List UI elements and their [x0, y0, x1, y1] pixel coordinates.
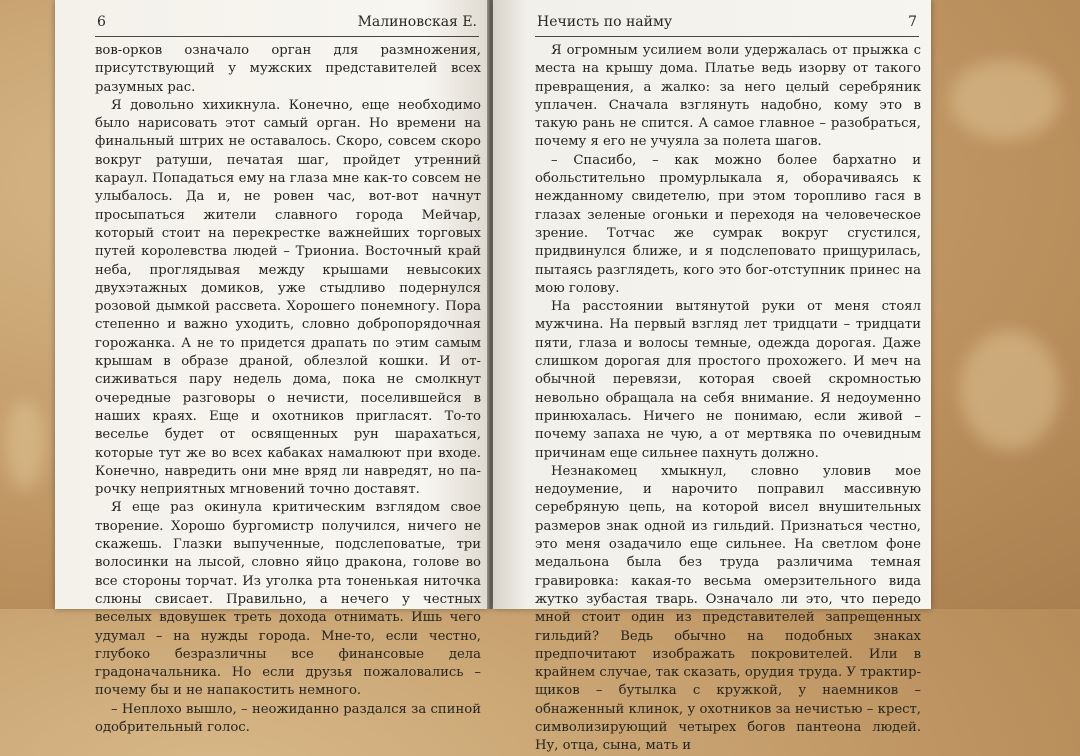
left-page-header: [95, 14, 479, 37]
left-running-head: Малиновская Е.: [357, 14, 477, 30]
right-page: [493, 0, 931, 754]
paragraph: Я довольно хихикнула. Конечно, еще необходимо было нарисовать этот самый орган. Но времени на финальный штрих не оставалось. Скоро, совсем скоро вокруг ратуши, печатая шаг, пройдет утренний караул. Попадаться ему на глаза мне как-то совсем не улыбалось. Да и, не ровен час, вот-вот начнут просыпаться жители славного города Мейчар, который стоит на перекрестке важнейших торговых путей королевства людей – Триониа. Восточный край неба, проглядывая между крышами невысоких двухэтажных домиков, уже стыдливо подернулся розовой дымкой рассвета. Хорошего понемногу. Пора степенно и важно уходить, словно добропорядочная горожанка. А не то придется драпать по этим самым крышам в образе драной, облезлой кошки. И отсиживаться пару недель дома, пока не смолкнут очередные разговоры о нечисти, поселившейся в наших краях. Еще и охотников пригласят. То-то веселье будет от освященных рун шарахаться, которые тут же во всех кабаках намалюют при входе. Конечно, навредить они мне вряд ли навредят, но парочку неприятных мгновений точно доставят.: [95, 97, 481, 498]
paragraph: – Спасибо, – как можно более бархатно и обольстительно промурлыкала я, оборачиваясь к нежданному свидетелю, при этом торопливо гася в глазах зеленые огоньки и переходя на человеческое зрение. Тотчас же сумрак вокруг сгустился, придвинулся ближе, и я подслеповато прищурилась, пытаясь разглядеть, кого это бог-отступник принес на мою голову.: [535, 152, 921, 296]
paragraph: – Неплохо вышло, – неожиданно раздался за спиной одобрительный голос.: [95, 701, 481, 735]
right-page-body: [535, 42, 921, 756]
paragraph: вов-орков означало орган для размножения, присутствующий у мужских представителей всех разумных рас.: [95, 43, 481, 95]
paragraph: Я огромным усилием воли удержалась от прыжка с места на крышу дома. Платье ведь изорву от такого превращения, а жалко: за него целый серебряник уплачен. Сначала взглянуть надобно, кому это в такую рань не спится. А самое главное – разобраться, почему я его не учуяла за полета шагов.: [535, 43, 921, 150]
right-running-head: Нечисть по найму: [537, 14, 673, 30]
right-page-header: [535, 14, 919, 37]
left-page-number: 6: [97, 14, 106, 30]
right-page-number: 7: [908, 14, 917, 30]
left-page-body: [95, 42, 481, 737]
left-page: [55, 0, 489, 735]
paragraph: Я еще раз окинула критическим взглядом свое творение. Хорошо бургомистр получился, ничего не скажешь. Глазки выпученные, подслеповатые, три волосинки на лысой, словно яйцо дракона, голове во все стороны торчат. Из уголка рта тоненькая ниточка слюны свисает. Правильно, а нечего у честных веселых вдовушек треть дохода отнимать. Ишь чего удумал – на нужды города. Мне-то, если честно, глубоко безразличны все финансовые дела градоначальника. Но если друзья пожаловались – почему бы и не напакостить немного.: [95, 500, 481, 699]
paragraph: Незнакомец хмыкнул, словно уловив мое недоумение, и нарочито поправил массивную серебряную цепь, на которой висел внушительных размеров знак одной из гильдий. Признаться честно, это меня озадачило еще сильнее. На светлом фоне медальона была без труда различима темная гравировка: какая-то весьма омерзительного вида жутко зубастая тварь. Означало ли это, что передо мной стоит один из представителей запрещенных гильдий? Ведь обычно на подобных знаках предпочитают изображать покровителей. Или в крайнем случае, так сказать, орудия труда. У трактирщиков – бутылка с кружкой, у наемников – обнаженный клинок, у охотников за нечистью – крест, символизирующий четырех богов пантеона людей. Ну, отца, сына, мать и: [535, 463, 921, 754]
paragraph: На расстоянии вытянутой руки от меня стоял мужчина. На первый взгляд лет тридцати – тридцати пяти, глаза и волосы темные, одежда дорогая. Даже слишком дорогая для простого прохожего. И меч на обычной перевязи, которая своей скромностью невольно обращала на себя внимание. Я недоуменно принюхалась. Ничего не понимаю, если живой – почему запаха не чую, а от мертвяка по очевидным причинам еще сильнее пахнуть должно.: [535, 299, 921, 461]
